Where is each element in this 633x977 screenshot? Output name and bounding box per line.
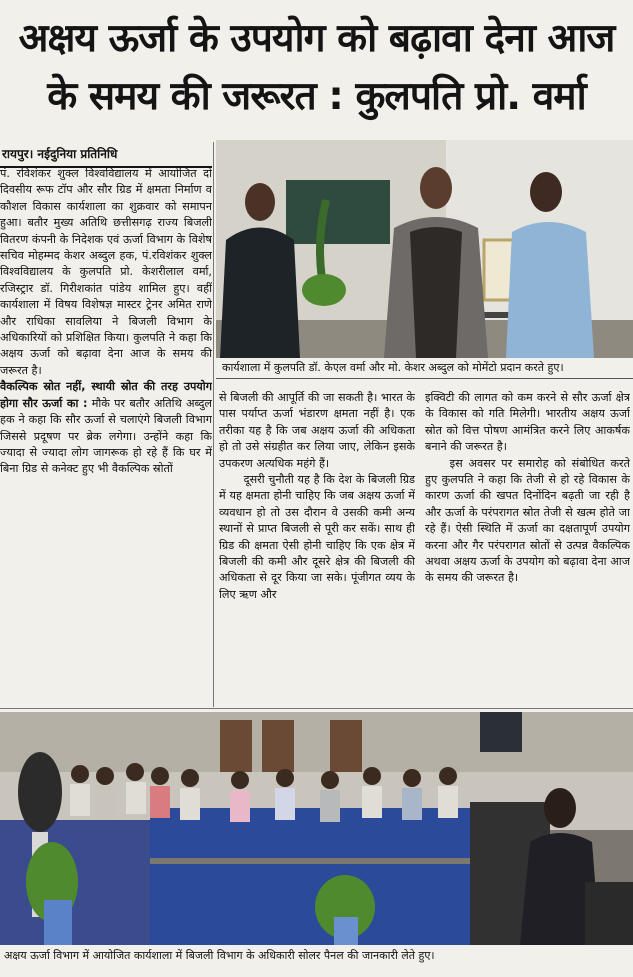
paragraph: दूसरी चुनौती यह है कि देश के बिजली ग्रिड में यह क्षमता होनी चाहिए कि जब अक्षय ऊर्जा में व्यवधान हो तो उस दौरान वे उसकी कमी अन्य स्थानों से प्राप्त बिजली से पूरी कर सकें। साथ ही ग्रिड की क्षमता ऐसी होनी चाहिए कि एक क्षेत्र में बिजली की कमी और दूसरे क्षेत्र की बिजली की अधिकता से दूर किया जा सके। पूंजीगत व्यय के लिए ऋण और [219, 473, 415, 601]
headline-line-1: अक्षय ऊर्जा के उपयोग को बढ़ावा देना आज [18, 16, 615, 61]
paragraph-2 [0, 379, 212, 477]
byline: रायपुर। नईदुनिया प्रतिनिधि [0, 142, 212, 168]
photo-workshop-illustration [0, 712, 633, 945]
article-column-3 [425, 390, 630, 706]
article-column-2 [219, 390, 415, 706]
article-column-1 [0, 166, 212, 706]
section-divider [0, 708, 633, 709]
subheading: वैकल्पिक स्रोत नहीं, स्थायी स्रोत की तरह उपयोग होगा सौर ऊर्जा का : [0, 380, 212, 410]
paragraph: इक्विटी की लागत को कम करने से सौर ऊर्जा क्षेत्र के विकास को गति मिलेगी। भारतीय अक्षय ऊर्जा स्रोत को वित्त पोषण आमंत्रित करने लिए आकर्षक बनाने की जरूरत है। [425, 391, 630, 454]
column-divider [213, 142, 214, 707]
paragraph: पं. रविशंकर शुक्ल विश्वविद्यालय में आयोजित दो दिवसीय रूफ टॉप और सौर ग्रिड में क्षमता निर्माण व कौशल विकास कार्यशाला का शुक्रवार को समापन हुआ। बतौर मुख्य अतिथि छत्तीसगढ़ राज्य बिजली वितरण कंपनी के निदेशक एवं ऊर्जा विभाग के विशेष सचिव मोहम्मद केशर अब्दुल हक, पं.रविशंकर शुक्ल विश्वविद्यालय के कुलपति प्रो. केशरीलाल वर्मा, रजिस्ट्रार डॉ. गिरीशकांत पांडेय शामिल हुए। वहीं कार्यशाला में विषय विशेषज्ञ मास्टर ट्रेनर अमित राणे और राधिका सावलिया ने बिजली विभाग के अधिकारियों को प्रशिक्षित किया। कुलपति ने कहा कि अक्षय ऊर्जा को बढ़ावा देना आज के समय की जरूरत है। [0, 167, 212, 377]
photo-caption-workshop: अक्षय ऊर्जा विभाग में आयोजित कार्यशाला में बिजली विभाग के अधिकारी सोलर पैनल की जानकारी लेते हुए। [4, 949, 435, 962]
photo-award-illustration [216, 140, 633, 358]
paragraph: इस अवसर पर समारोह को संबोधित करते हुए कुलपति ने कहा कि तेजी से हो रहे विकास के कारण ऊर्जा की खपत दिनोंदिन बढ़ती जा रही है और ऊर्जा के परंपरागत स्रोत तेजी से खत्म होते जा रहे हैं। ऐसी स्थिति में ऊर्जा का दक्षतापूर्ण उपयोग करना और गैर परंपरागत स्रोतों से उत्पन्न वैकल्पिक अथवा अक्षय ऊर्जा के उपयोग को बढ़ावा देना आज के समय की जरूरत है। [425, 456, 630, 585]
headline [0, 0, 633, 140]
photo-award-presentation [216, 140, 633, 358]
photo-caption-award: कार्यशाला में कुलपति डॉ. केएल वर्मा और मो. केशर अब्दुल को मोमेंटो प्रदान करते हुए। [216, 360, 633, 379]
paragraph-text: मौके पर बतौर अतिथि अब्दुल हक ने कहा कि सौर ऊर्जा से चलाएंगे बिजली विभाग जिससे प्रदूषण पर ब्रेक लगेगा। उन्होंने कहा कि ज्यादा से ज्यादा लोग जागरूक हो रहे हैं कि घर में बिना ग्रिड से कनेक्ट हुए भी वैकल्पिक स्रोतों [0, 396, 212, 476]
photo-workshop-audience [0, 712, 633, 945]
headline-line-2: के समय की जरूरत : कुलपति प्रो. वर्मा [47, 74, 586, 119]
paragraph: से बिजली की आपूर्ति की जा सकती है। भारत के पास पर्याप्त ऊर्जा भंडारण क्षमता नहीं है। एक तरीका यह है कि जब अक्षय ऊर्जा की अधिकता हो तो उसे संग्रहीत कर लिया जाए, लेकिन इसके उपकरण अत्यधिक महंगे हैं। [219, 391, 415, 470]
